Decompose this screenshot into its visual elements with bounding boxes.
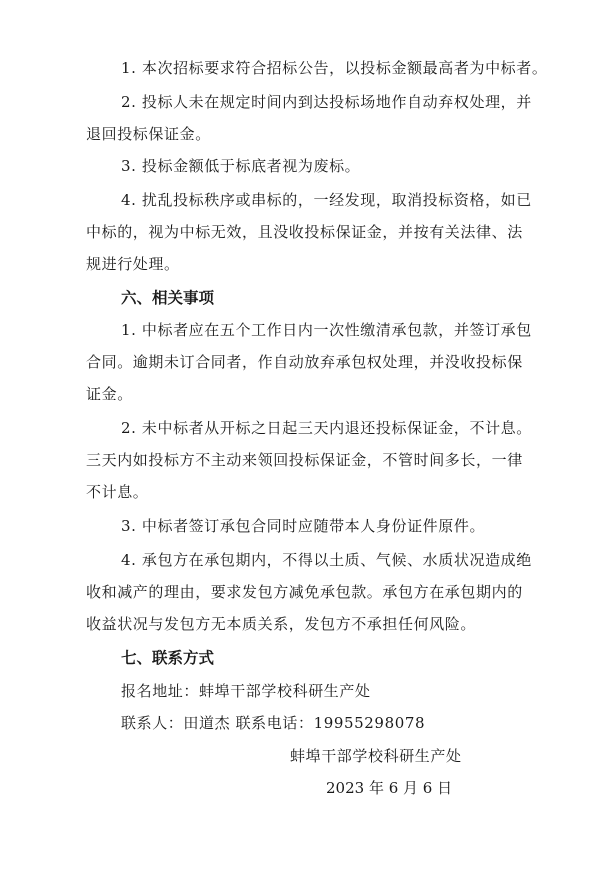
section-6-item-1-line-2: 合同。逾期未订合同者，作自动放弃承包权处理，并没收投标保 [86,353,523,371]
signature-organization: 蚌埠干部学校科研生产处 [290,747,462,765]
section-6-heading: 六、相关事项 [121,289,215,307]
section-6-item-2-line-2: 三天内如投标方不主动来领回投标保证金，不管时间多长，一律 [86,451,523,469]
rule-item-2-line-2: 退回投标保证金。 [86,125,211,143]
section-6-item-2-line-3: 不计息。 [86,483,149,501]
rule-item-2-line-1: 2. 投标人未在规定时间内到达投标场地作自动弃权处理，并 [121,93,532,111]
section-6-item-4-line-3: 收益状况与发包方无本质关系，发包方不承担任何风险。 [86,615,477,633]
section-6-item-2-line-1: 2. 未中标者从开标之日起三天内退还投标保证金，不计息。 [121,419,532,437]
contact-info: 联系人：田道杰 联系电话：19955298078 [121,714,426,732]
section-7-heading: 七、联系方式 [121,649,215,667]
rule-item-4-line-1: 4. 扰乱投标秩序或串标的，一经发现，取消投标资格，如已 [121,191,532,209]
rule-item-3: 3. 投标金额低于标底者视为废标。 [121,157,361,175]
signature-date: 2023 年 6 月 6 日 [326,779,453,797]
section-6-item-1-line-3: 证金。 [86,385,133,403]
rule-item-4-line-3: 规进行处理。 [86,255,180,273]
section-6-item-1-line-1: 1. 中标者应在五个工作日内一次性缴清承包款，并签订承包 [121,321,532,339]
section-6-item-4-line-2: 收和减产的理由，要求发包方减免承包款。承包方在承包期内的 [86,583,523,601]
registration-address: 报名地址：蚌埠干部学校科研生产处 [121,682,371,700]
section-6-item-3: 3. 中标者签订承包合同时应随带本人身份证件原件。 [121,517,486,535]
section-6-item-4-line-1: 4. 承包方在承包期内，不得以土质、气候、水质状况造成绝 [121,551,532,569]
rule-item-1: 1. 本次招标要求符合招标公告，以投标金额最高者为中标者。 [121,59,548,77]
rule-item-4-line-2: 中标的，视为中标无效，且没收投标保证金，并按有关法律、法 [86,223,523,241]
